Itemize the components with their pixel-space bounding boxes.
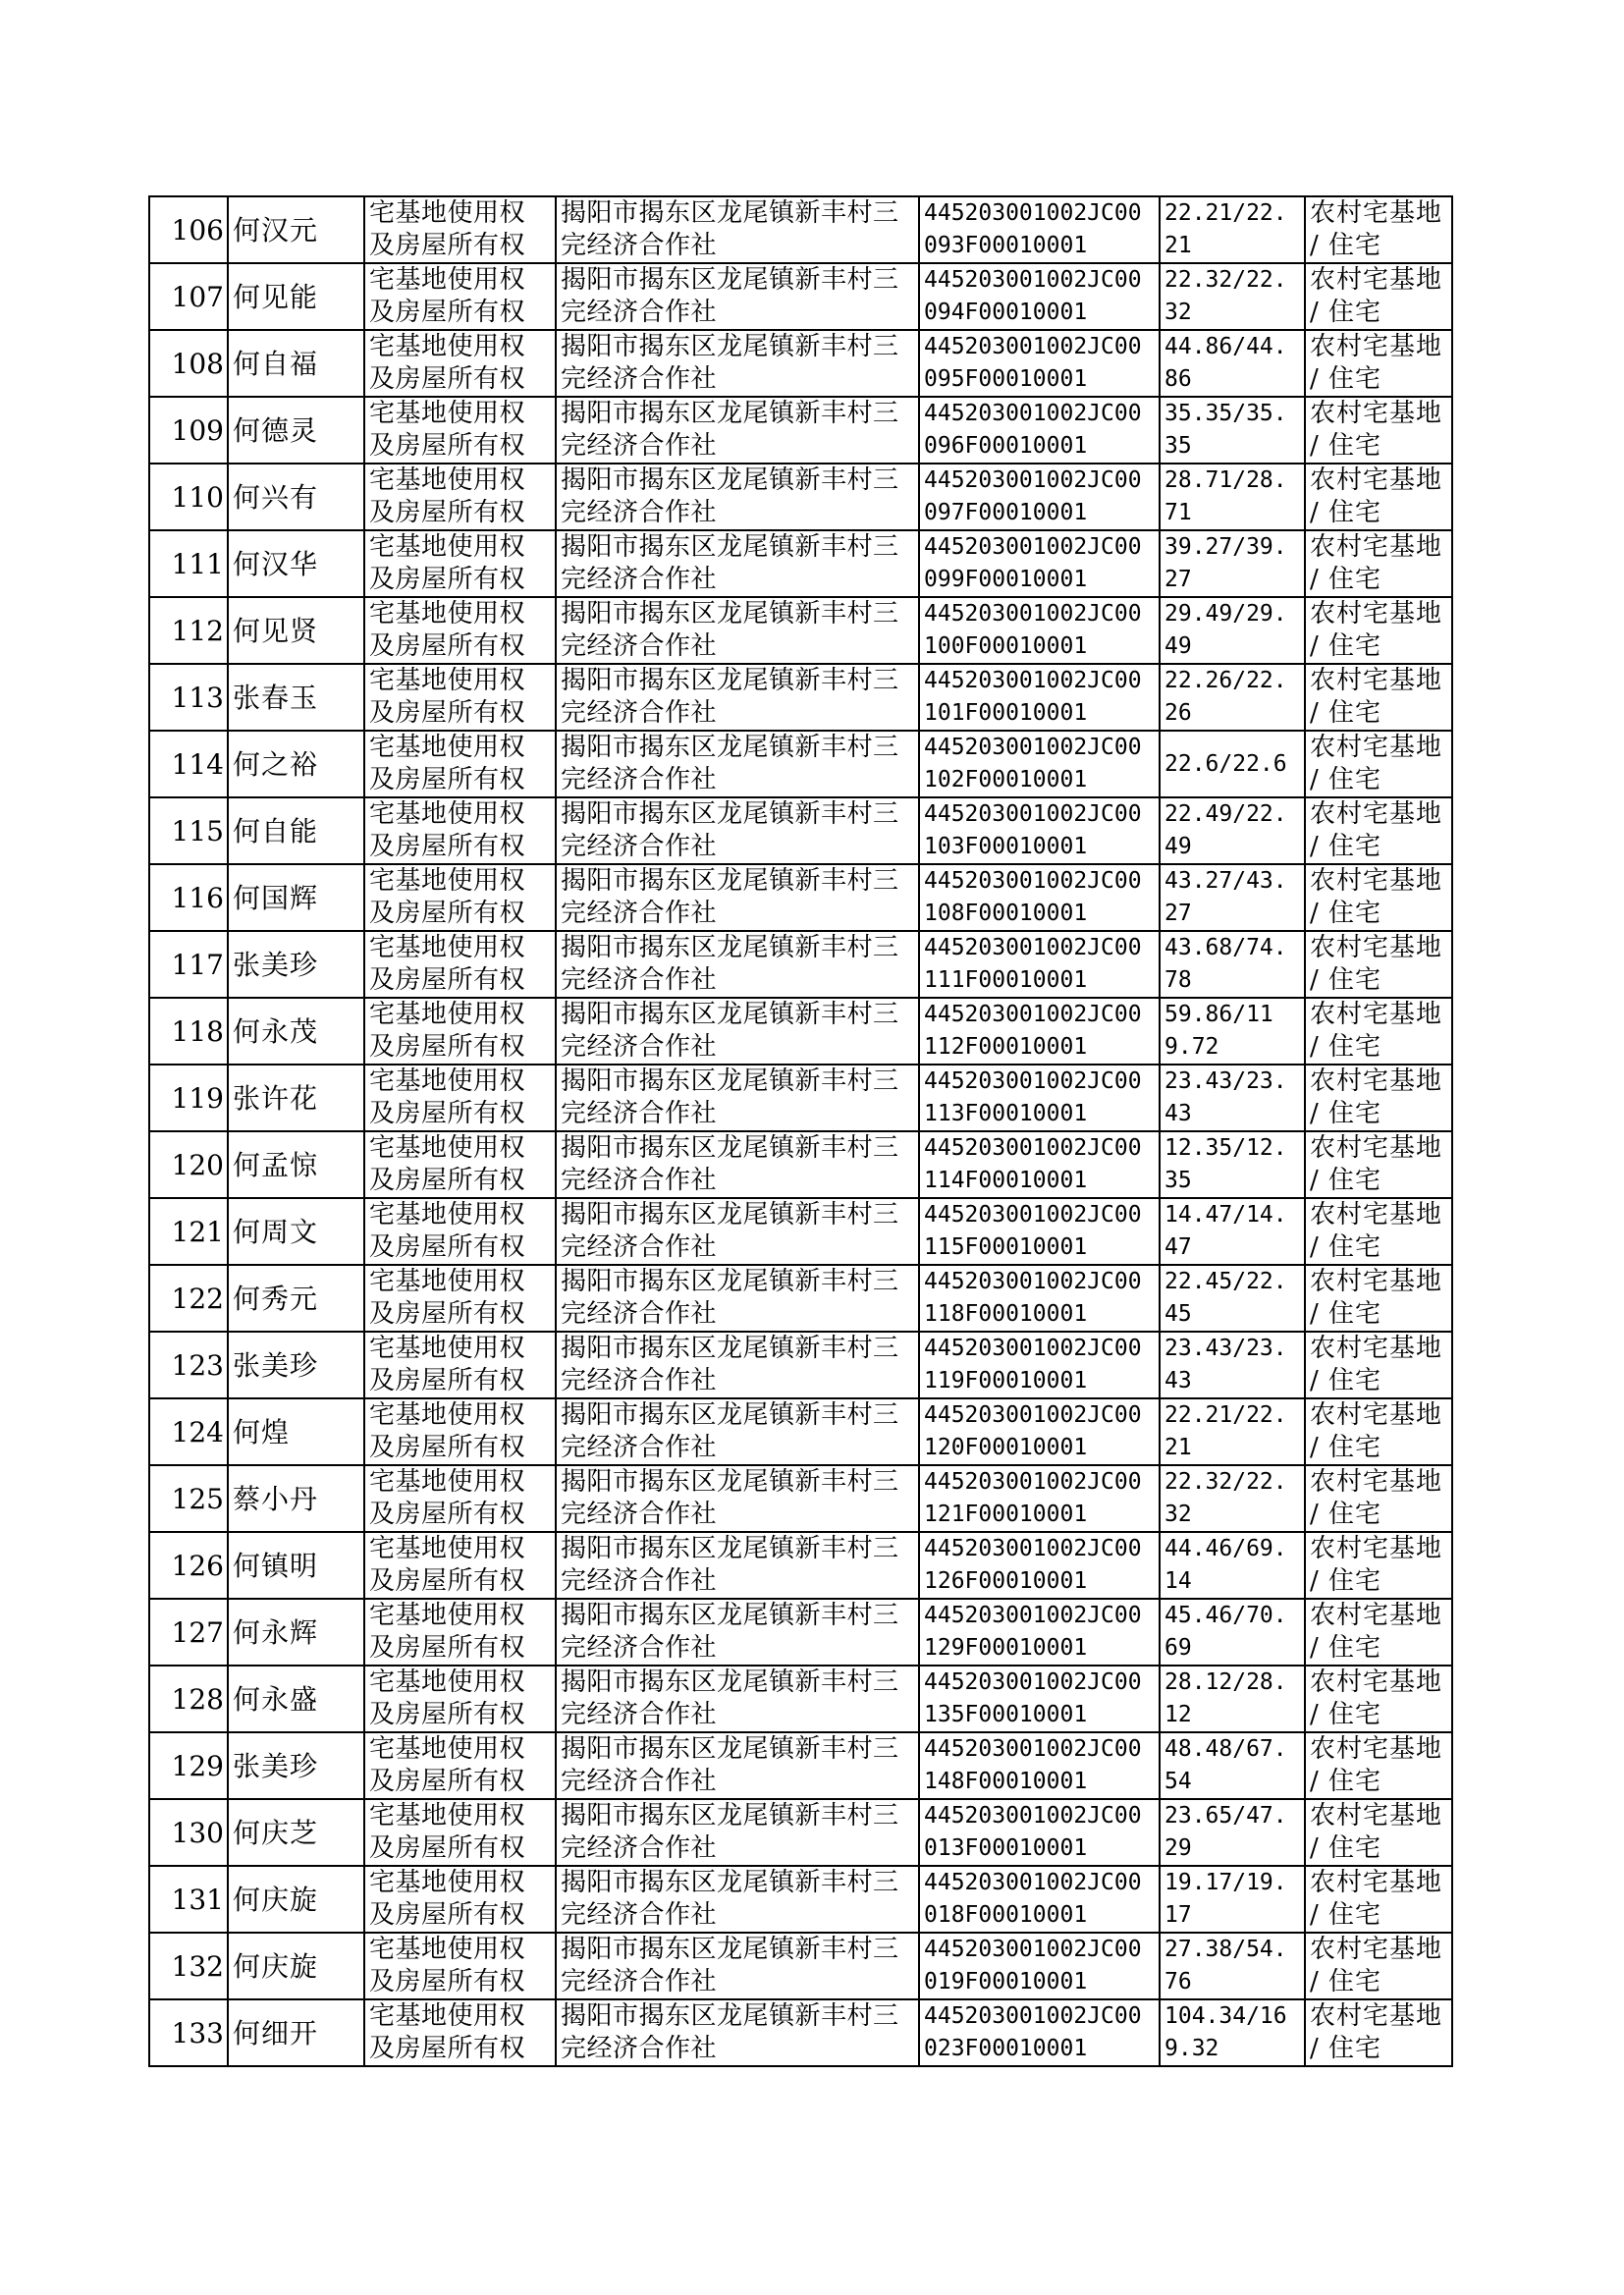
table-row <box>149 263 1452 330</box>
land-use-cell: 农村宅基地 / 住宅 <box>1305 931 1452 998</box>
area-cell: 45.46/70.69 <box>1160 1599 1305 1666</box>
table-row <box>149 1265 1452 1332</box>
name-cell: 何汉元 <box>228 196 364 263</box>
name-cell: 何之裕 <box>228 731 364 797</box>
unit-code-cell: 445203001002JC00023F00010001 <box>919 1999 1160 2066</box>
table-row <box>149 864 1452 931</box>
area-cell: 22.21/22.21 <box>1160 196 1305 263</box>
row-number-cell: 128 <box>149 1666 228 1732</box>
name-cell: 何汉华 <box>228 530 364 597</box>
right-type-cell: 宅基地使用权及房屋所有权 <box>364 1131 556 1198</box>
owner-org-cell: 揭阳市揭东区龙尾镇新丰村三完经济合作社 <box>556 1265 919 1332</box>
row-number-cell: 125 <box>149 1465 228 1532</box>
area-cell: 22.32/22.32 <box>1160 1465 1305 1532</box>
owner-org-cell: 揭阳市揭东区龙尾镇新丰村三完经济合作社 <box>556 196 919 263</box>
owner-org-cell: 揭阳市揭东区龙尾镇新丰村三完经济合作社 <box>556 731 919 797</box>
table-row <box>149 464 1452 530</box>
table-row <box>149 1933 1452 1999</box>
land-use-cell: 农村宅基地 / 住宅 <box>1305 797 1452 864</box>
unit-code-cell: 445203001002JC00100F00010001 <box>919 597 1160 664</box>
owner-org-cell: 揭阳市揭东区龙尾镇新丰村三完经济合作社 <box>556 664 919 731</box>
unit-code-cell: 445203001002JC00115F00010001 <box>919 1198 1160 1265</box>
area-cell: 39.27/39.27 <box>1160 530 1305 597</box>
area-cell: 23.65/47.29 <box>1160 1799 1305 1866</box>
land-use-cell: 农村宅基地 / 住宅 <box>1305 664 1452 731</box>
table-row <box>149 196 1452 263</box>
right-type-cell: 宅基地使用权及房屋所有权 <box>364 530 556 597</box>
area-cell: 44.46/69.14 <box>1160 1532 1305 1599</box>
owner-org-cell: 揭阳市揭东区龙尾镇新丰村三完经济合作社 <box>556 1799 919 1866</box>
land-use-cell: 农村宅基地 / 住宅 <box>1305 1198 1452 1265</box>
owner-org-cell: 揭阳市揭东区龙尾镇新丰村三完经济合作社 <box>556 1933 919 1999</box>
area-cell: 19.17/19.17 <box>1160 1866 1305 1933</box>
unit-code-cell: 445203001002JC00095F00010001 <box>919 330 1160 397</box>
area-cell: 27.38/54.76 <box>1160 1933 1305 1999</box>
right-type-cell: 宅基地使用权及房屋所有权 <box>364 1999 556 2066</box>
row-number-cell: 124 <box>149 1398 228 1465</box>
land-use-cell: 农村宅基地 / 住宅 <box>1305 196 1452 263</box>
row-number-cell: 116 <box>149 864 228 931</box>
owner-org-cell: 揭阳市揭东区龙尾镇新丰村三完经济合作社 <box>556 1198 919 1265</box>
name-cell: 何秀元 <box>228 1265 364 1332</box>
area-cell: 28.12/28.12 <box>1160 1666 1305 1732</box>
right-type-cell: 宅基地使用权及房屋所有权 <box>364 864 556 931</box>
unit-code-cell: 445203001002JC00096F00010001 <box>919 397 1160 464</box>
registry-table <box>148 195 1453 2067</box>
row-number-cell: 133 <box>149 1999 228 2066</box>
owner-org-cell: 揭阳市揭东区龙尾镇新丰村三完经济合作社 <box>556 330 919 397</box>
name-cell: 何见能 <box>228 263 364 330</box>
unit-code-cell: 445203001002JC00121F00010001 <box>919 1465 1160 1532</box>
land-use-cell: 农村宅基地 / 住宅 <box>1305 1933 1452 1999</box>
area-cell: 43.27/43.27 <box>1160 864 1305 931</box>
owner-org-cell: 揭阳市揭东区龙尾镇新丰村三完经济合作社 <box>556 998 919 1065</box>
land-use-cell: 农村宅基地 / 住宅 <box>1305 1398 1452 1465</box>
row-number-cell: 131 <box>149 1866 228 1933</box>
right-type-cell: 宅基地使用权及房屋所有权 <box>364 1332 556 1398</box>
unit-code-cell: 445203001002JC00126F00010001 <box>919 1532 1160 1599</box>
land-use-cell: 农村宅基地 / 住宅 <box>1305 1866 1452 1933</box>
land-use-cell: 农村宅基地 / 住宅 <box>1305 1465 1452 1532</box>
unit-code-cell: 445203001002JC00013F00010001 <box>919 1799 1160 1866</box>
row-number-cell: 113 <box>149 664 228 731</box>
owner-org-cell: 揭阳市揭东区龙尾镇新丰村三完经济合作社 <box>556 864 919 931</box>
row-number-cell: 130 <box>149 1799 228 1866</box>
owner-org-cell: 揭阳市揭东区龙尾镇新丰村三完经济合作社 <box>556 397 919 464</box>
area-cell: 43.68/74.78 <box>1160 931 1305 998</box>
row-number-cell: 121 <box>149 1198 228 1265</box>
name-cell: 何庆旋 <box>228 1866 364 1933</box>
name-cell: 何煌 <box>228 1398 364 1465</box>
name-cell: 何永辉 <box>228 1599 364 1666</box>
table-row <box>149 1131 1452 1198</box>
right-type-cell: 宅基地使用权及房屋所有权 <box>364 1532 556 1599</box>
table-row <box>149 1332 1452 1398</box>
owner-org-cell: 揭阳市揭东区龙尾镇新丰村三完经济合作社 <box>556 1666 919 1732</box>
right-type-cell: 宅基地使用权及房屋所有权 <box>364 797 556 864</box>
land-use-cell: 农村宅基地 / 住宅 <box>1305 1532 1452 1599</box>
row-number-cell: 122 <box>149 1265 228 1332</box>
right-type-cell: 宅基地使用权及房屋所有权 <box>364 263 556 330</box>
row-number-cell: 109 <box>149 397 228 464</box>
name-cell: 何周文 <box>228 1198 364 1265</box>
row-number-cell: 107 <box>149 263 228 330</box>
unit-code-cell: 445203001002JC00097F00010001 <box>919 464 1160 530</box>
owner-org-cell: 揭阳市揭东区龙尾镇新丰村三完经济合作社 <box>556 530 919 597</box>
row-number-cell: 111 <box>149 530 228 597</box>
unit-code-cell: 445203001002JC00018F00010001 <box>919 1866 1160 1933</box>
land-use-cell: 农村宅基地 / 住宅 <box>1305 1732 1452 1799</box>
owner-org-cell: 揭阳市揭东区龙尾镇新丰村三完经济合作社 <box>556 931 919 998</box>
row-number-cell: 126 <box>149 1532 228 1599</box>
name-cell: 何永茂 <box>228 998 364 1065</box>
row-number-cell: 119 <box>149 1065 228 1131</box>
area-cell: 22.32/22.32 <box>1160 263 1305 330</box>
land-use-cell: 农村宅基地 / 住宅 <box>1305 1265 1452 1332</box>
row-number-cell: 112 <box>149 597 228 664</box>
unit-code-cell: 445203001002JC00135F00010001 <box>919 1666 1160 1732</box>
table-row <box>149 1599 1452 1666</box>
area-cell: 48.48/67.54 <box>1160 1732 1305 1799</box>
owner-org-cell: 揭阳市揭东区龙尾镇新丰村三完经济合作社 <box>556 1866 919 1933</box>
table-row <box>149 931 1452 998</box>
unit-code-cell: 445203001002JC00111F00010001 <box>919 931 1160 998</box>
land-use-cell: 农村宅基地 / 住宅 <box>1305 1666 1452 1732</box>
name-cell: 何镇明 <box>228 1532 364 1599</box>
row-number-cell: 115 <box>149 797 228 864</box>
right-type-cell: 宅基地使用权及房屋所有权 <box>364 330 556 397</box>
right-type-cell: 宅基地使用权及房屋所有权 <box>364 1465 556 1532</box>
table-row <box>149 530 1452 597</box>
right-type-cell: 宅基地使用权及房屋所有权 <box>364 1866 556 1933</box>
area-cell: 23.43/23.43 <box>1160 1065 1305 1131</box>
row-number-cell: 110 <box>149 464 228 530</box>
land-use-cell: 农村宅基地 / 住宅 <box>1305 464 1452 530</box>
table-row <box>149 1198 1452 1265</box>
table-row <box>149 664 1452 731</box>
right-type-cell: 宅基地使用权及房屋所有权 <box>364 597 556 664</box>
right-type-cell: 宅基地使用权及房屋所有权 <box>364 1732 556 1799</box>
table-row <box>149 397 1452 464</box>
owner-org-cell: 揭阳市揭东区龙尾镇新丰村三完经济合作社 <box>556 1465 919 1532</box>
table-row <box>149 1999 1452 2066</box>
area-cell: 22.49/22.49 <box>1160 797 1305 864</box>
name-cell: 张美珍 <box>228 1732 364 1799</box>
table-row <box>149 1732 1452 1799</box>
area-cell: 44.86/44.86 <box>1160 330 1305 397</box>
owner-org-cell: 揭阳市揭东区龙尾镇新丰村三完经济合作社 <box>556 1131 919 1198</box>
right-type-cell: 宅基地使用权及房屋所有权 <box>364 1398 556 1465</box>
area-cell: 29.49/29.49 <box>1160 597 1305 664</box>
name-cell: 张美珍 <box>228 931 364 998</box>
name-cell: 何自能 <box>228 797 364 864</box>
owner-org-cell: 揭阳市揭东区龙尾镇新丰村三完经济合作社 <box>556 1065 919 1131</box>
right-type-cell: 宅基地使用权及房屋所有权 <box>364 1799 556 1866</box>
row-number-cell: 118 <box>149 998 228 1065</box>
unit-code-cell: 445203001002JC00099F00010001 <box>919 530 1160 597</box>
row-number-cell: 117 <box>149 931 228 998</box>
owner-org-cell: 揭阳市揭东区龙尾镇新丰村三完经济合作社 <box>556 1732 919 1799</box>
name-cell: 何见贤 <box>228 597 364 664</box>
table-row <box>149 330 1452 397</box>
area-cell: 35.35/35.35 <box>1160 397 1305 464</box>
unit-code-cell: 445203001002JC00129F00010001 <box>919 1599 1160 1666</box>
owner-org-cell: 揭阳市揭东区龙尾镇新丰村三完经济合作社 <box>556 1398 919 1465</box>
right-type-cell: 宅基地使用权及房屋所有权 <box>364 1666 556 1732</box>
table-row <box>149 1866 1452 1933</box>
name-cell: 何庆芝 <box>228 1799 364 1866</box>
row-number-cell: 108 <box>149 330 228 397</box>
row-number-cell: 129 <box>149 1732 228 1799</box>
row-number-cell: 114 <box>149 731 228 797</box>
right-type-cell: 宅基地使用权及房屋所有权 <box>364 1599 556 1666</box>
owner-org-cell: 揭阳市揭东区龙尾镇新丰村三完经济合作社 <box>556 1332 919 1398</box>
name-cell: 何自福 <box>228 330 364 397</box>
name-cell: 何孟惊 <box>228 1131 364 1198</box>
right-type-cell: 宅基地使用权及房屋所有权 <box>364 397 556 464</box>
name-cell: 张许花 <box>228 1065 364 1131</box>
land-use-cell: 农村宅基地 / 住宅 <box>1305 1332 1452 1398</box>
unit-code-cell: 445203001002JC00019F00010001 <box>919 1933 1160 1999</box>
land-use-cell: 农村宅基地 / 住宅 <box>1305 530 1452 597</box>
land-use-cell: 农村宅基地 / 住宅 <box>1305 1131 1452 1198</box>
table-row <box>149 597 1452 664</box>
row-number-cell: 132 <box>149 1933 228 1999</box>
right-type-cell: 宅基地使用权及房屋所有权 <box>364 1265 556 1332</box>
table-row <box>149 1398 1452 1465</box>
row-number-cell: 123 <box>149 1332 228 1398</box>
right-type-cell: 宅基地使用权及房屋所有权 <box>364 731 556 797</box>
area-cell: 104.34/169.32 <box>1160 1999 1305 2066</box>
unit-code-cell: 445203001002JC00112F00010001 <box>919 998 1160 1065</box>
name-cell: 何永盛 <box>228 1666 364 1732</box>
table-row <box>149 1465 1452 1532</box>
land-use-cell: 农村宅基地 / 住宅 <box>1305 731 1452 797</box>
table-row <box>149 1065 1452 1131</box>
area-cell: 22.26/22.26 <box>1160 664 1305 731</box>
owner-org-cell: 揭阳市揭东区龙尾镇新丰村三完经济合作社 <box>556 1999 919 2066</box>
right-type-cell: 宅基地使用权及房屋所有权 <box>364 998 556 1065</box>
unit-code-cell: 445203001002JC00118F00010001 <box>919 1265 1160 1332</box>
owner-org-cell: 揭阳市揭东区龙尾镇新丰村三完经济合作社 <box>556 263 919 330</box>
name-cell: 何细开 <box>228 1999 364 2066</box>
unit-code-cell: 445203001002JC00108F00010001 <box>919 864 1160 931</box>
table-row <box>149 797 1452 864</box>
land-use-cell: 农村宅基地 / 住宅 <box>1305 864 1452 931</box>
owner-org-cell: 揭阳市揭东区龙尾镇新丰村三完经济合作社 <box>556 597 919 664</box>
area-cell: 12.35/12.35 <box>1160 1131 1305 1198</box>
unit-code-cell: 445203001002JC00093F00010001 <box>919 196 1160 263</box>
right-type-cell: 宅基地使用权及房屋所有权 <box>364 1198 556 1265</box>
unit-code-cell: 445203001002JC00103F00010001 <box>919 797 1160 864</box>
unit-code-cell: 445203001002JC00094F00010001 <box>919 263 1160 330</box>
unit-code-cell: 445203001002JC00119F00010001 <box>919 1332 1160 1398</box>
land-use-cell: 农村宅基地 / 住宅 <box>1305 597 1452 664</box>
owner-org-cell: 揭阳市揭东区龙尾镇新丰村三完经济合作社 <box>556 464 919 530</box>
name-cell: 张美珍 <box>228 1332 364 1398</box>
name-cell: 蔡小丹 <box>228 1465 364 1532</box>
unit-code-cell: 445203001002JC00113F00010001 <box>919 1065 1160 1131</box>
table-row <box>149 998 1452 1065</box>
land-use-cell: 农村宅基地 / 住宅 <box>1305 397 1452 464</box>
name-cell: 何兴有 <box>228 464 364 530</box>
unit-code-cell: 445203001002JC00101F00010001 <box>919 664 1160 731</box>
name-cell: 何庆旋 <box>228 1933 364 1999</box>
name-cell: 何德灵 <box>228 397 364 464</box>
area-cell: 14.47/14.47 <box>1160 1198 1305 1265</box>
area-cell: 22.21/22.21 <box>1160 1398 1305 1465</box>
unit-code-cell: 445203001002JC00148F00010001 <box>919 1732 1160 1799</box>
table-row <box>149 1532 1452 1599</box>
table-row <box>149 1666 1452 1732</box>
area-cell: 22.6/22.6 <box>1160 731 1305 797</box>
row-number-cell: 106 <box>149 196 228 263</box>
right-type-cell: 宅基地使用权及房屋所有权 <box>364 1065 556 1131</box>
land-use-cell: 农村宅基地 / 住宅 <box>1305 1999 1452 2066</box>
unit-code-cell: 445203001002JC00120F00010001 <box>919 1398 1160 1465</box>
right-type-cell: 宅基地使用权及房屋所有权 <box>364 196 556 263</box>
right-type-cell: 宅基地使用权及房屋所有权 <box>364 1933 556 1999</box>
area-cell: 28.71/28.71 <box>1160 464 1305 530</box>
table-body <box>149 196 1452 2066</box>
owner-org-cell: 揭阳市揭东区龙尾镇新丰村三完经济合作社 <box>556 1599 919 1666</box>
row-number-cell: 127 <box>149 1599 228 1666</box>
table-row <box>149 1799 1452 1866</box>
land-use-cell: 农村宅基地 / 住宅 <box>1305 1799 1452 1866</box>
right-type-cell: 宅基地使用权及房屋所有权 <box>364 464 556 530</box>
right-type-cell: 宅基地使用权及房屋所有权 <box>364 664 556 731</box>
name-cell: 张春玉 <box>228 664 364 731</box>
table-row <box>149 731 1452 797</box>
right-type-cell: 宅基地使用权及房屋所有权 <box>364 931 556 998</box>
land-use-cell: 农村宅基地 / 住宅 <box>1305 330 1452 397</box>
area-cell: 22.45/22.45 <box>1160 1265 1305 1332</box>
name-cell: 何国辉 <box>228 864 364 931</box>
land-use-cell: 农村宅基地 / 住宅 <box>1305 1599 1452 1666</box>
land-use-cell: 农村宅基地 / 住宅 <box>1305 1065 1452 1131</box>
land-use-cell: 农村宅基地 / 住宅 <box>1305 263 1452 330</box>
owner-org-cell: 揭阳市揭东区龙尾镇新丰村三完经济合作社 <box>556 797 919 864</box>
row-number-cell: 120 <box>149 1131 228 1198</box>
unit-code-cell: 445203001002JC00114F00010001 <box>919 1131 1160 1198</box>
area-cell: 23.43/23.43 <box>1160 1332 1305 1398</box>
owner-org-cell: 揭阳市揭东区龙尾镇新丰村三完经济合作社 <box>556 1532 919 1599</box>
area-cell: 59.86/119.72 <box>1160 998 1305 1065</box>
land-use-cell: 农村宅基地 / 住宅 <box>1305 998 1452 1065</box>
unit-code-cell: 445203001002JC00102F00010001 <box>919 731 1160 797</box>
